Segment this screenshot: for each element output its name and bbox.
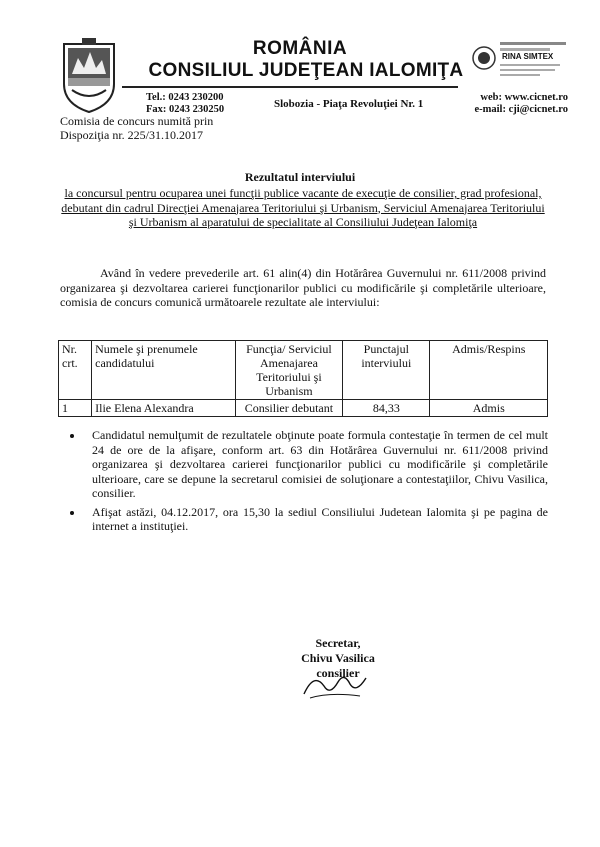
signature-role: Secretar, [315, 636, 361, 650]
certification-logo [470, 38, 570, 80]
header-name: Numele şi prenumele candidatului [92, 341, 236, 400]
table-row [59, 400, 548, 417]
row-nr: 1 [59, 400, 92, 417]
phone-block [146, 92, 224, 116]
handwritten-signature [300, 664, 370, 704]
coat-of-arms-logo [58, 38, 120, 114]
row-name: Ilie Elena Alexandra [92, 400, 236, 417]
list-item: • Candidatul nemulţumit de rezultatele obţinute poate formula contestaţie în termen de cel mult 24 de ore de la afişare, conform art. 63 din Hotărârea Guvernului nr. 611/2008 privind organizarea şi dezvoltarea carierei funcţionarilor publici cu modificările şi completările ulterioare, care se depune la secretarul comisiei de soluţionare a contestaţiilor, Chivu Vasilica, consilier. [84, 428, 548, 501]
fax-number: Fax: 0243 230250 [146, 104, 225, 115]
document-title: Rezultatul interviului [244, 170, 356, 184]
intro-paragraph [60, 266, 546, 310]
intro-text: Având în vedere prevederile art. 61 alin(4) din Hotărârea Guvernului nr. 611/2008 privind organizarea şi dezvoltarea carierei funcţionarilor publici cu modificările şi completările ulterioare, comisia de concurs comunică următoarele rezultate ale interviului: [60, 266, 546, 309]
phone-number: Tel.: 0243 230200 [146, 92, 224, 103]
address: Slobozia - Piaţa Revoluţiei Nr. 1 [274, 98, 424, 110]
commission-line-2: Dispoziţia nr. 225/31.10.2017 [60, 128, 203, 142]
document-subtitle: la concursul pentru ocuparea unei funcţii publice vacante de execuţie de consilier, grad profesional, debutant din cadrul Direcţiei Amenajarea Teritoriului şi Urbanism, Serviciul Amenajarea Teritoriului şi Urbanism al aparatului de specialitate al Consiliului Judeţean Ialomiţa [61, 186, 545, 229]
header-nr: Nr. crt. [59, 341, 92, 400]
row-function: Consilier debutant [235, 400, 342, 417]
commission-note [60, 114, 213, 142]
website-link[interactable]: web: www.cicnet.ro [480, 92, 568, 103]
header-result: Admis/Respins [430, 341, 548, 400]
certification-label: RINA SIMTEX [502, 52, 554, 61]
results-table [58, 340, 548, 417]
email-link[interactable]: e-mail: cji@cicnet.ro [474, 104, 568, 115]
signature-name: Chivu Vasilica [301, 651, 375, 665]
institution-heading: CONSILIUL JUDEŢEAN IALOMIŢA [148, 60, 464, 81]
table-header-row [59, 341, 548, 400]
commission-line-1: Comisia de concurs numită prin [60, 114, 214, 128]
list-item: • Afişat astăzi, 04.12.2017, ora 15,30 la sediul Consiliului Judetean Ialomita şi pe pagina de internet a instituţiei. [84, 505, 548, 534]
row-score: 84,33 [343, 400, 430, 417]
header-divider [122, 86, 458, 88]
notes-list [60, 428, 548, 538]
country-heading: ROMÂNIA [252, 38, 348, 59]
signature-title: consilier [316, 666, 360, 680]
web-block [450, 92, 568, 116]
header-score: Punctajul interviului [343, 341, 430, 400]
header-function: Funcţia/ Serviciul Amenajarea Teritoriului şi Urbanism [235, 341, 342, 400]
row-result: Admis [430, 400, 548, 417]
